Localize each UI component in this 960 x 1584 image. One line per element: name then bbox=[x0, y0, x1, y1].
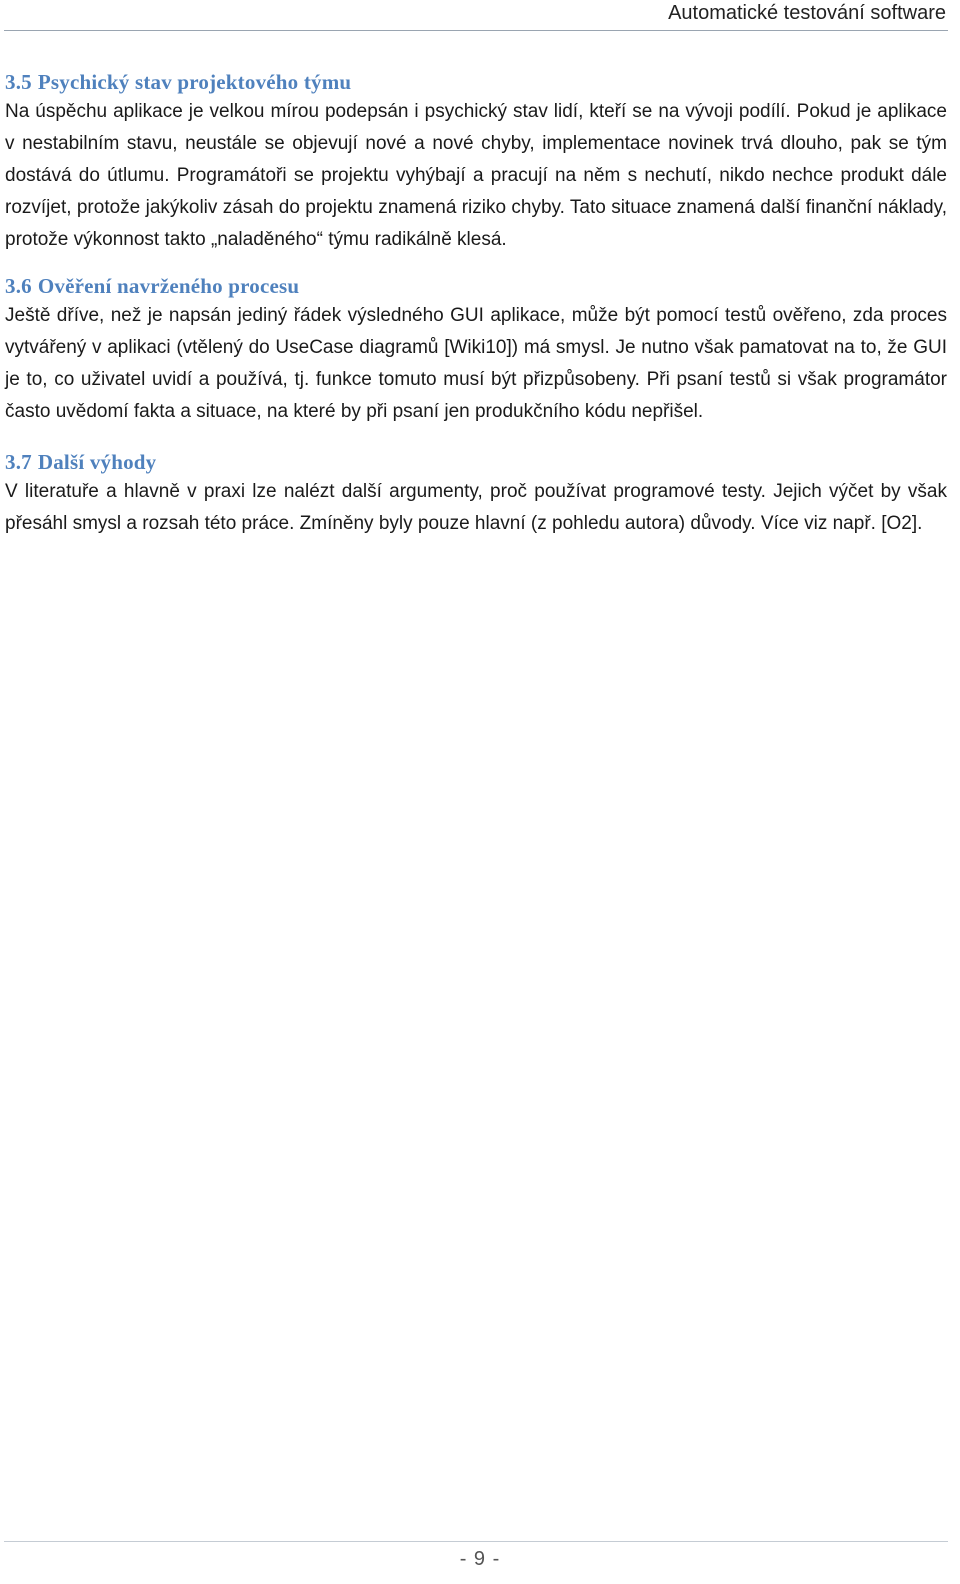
page-number: - 9 - bbox=[459, 1548, 501, 1570]
section-title: Psychický stav projektového týmu bbox=[37, 70, 352, 94]
section-paragraph: Na úspěchu aplikace je velkou mírou podepsán i psychický stav lidí, kteří se na vývoji podílí. Pokud je aplikace v nestabilním stavu, neustále se objevují nové a nové chyby, implementace novinek trvá dlouho, pak se tým dostává do útlumu. Programátoři se projektu vyhýbají a pracují na něm s nechutí, nikdo nechce produkt dále rozvíjet, protože jakýkoliv zásah do projektu znamená riziko chyby. Tato situace znamená další finanční náklady, protože výkonnost takto „naladěného“ týmu radikálně klesá. bbox=[5, 101, 947, 250]
section-number: 3.6 bbox=[5, 274, 32, 298]
section-heading-3-6 bbox=[5, 272, 947, 300]
section-number: 3.7 bbox=[5, 450, 32, 474]
section-number: 3.5 bbox=[5, 70, 32, 94]
section-paragraph: Ještě dříve, než je napsán jediný řádek výsledného GUI aplikace, může být pomocí testů ověřeno, zda proces vytvářený v aplikaci (vtělený do UseCase diagramů [Wiki10]) má smysl. Je nutno však pamatovat na to, že GUI je to, co uživatel uvidí a používá, tj. funkce tomuto musí být přizpůsobeny. Při psaní testů si však programátor často uvědomí fakta a situace, na které by při psaní jen produkčního kódu nepřišel. bbox=[5, 305, 947, 422]
running-header: Automatické testování software bbox=[668, 2, 946, 24]
section-title: Ověření navrženého procesu bbox=[37, 274, 300, 298]
section-paragraph: V literatuře a hlavně v praxi lze nalézt další argumenty, proč používat programové testy. Jejich výčet by však přesáhl smysl a rozsah této práce. Zmíněny byly pouze hlavní (z pohledu autora) důvody. Více viz např. [O2]. bbox=[5, 481, 947, 534]
section-title: Další výhody bbox=[37, 450, 157, 474]
section-heading-3-5 bbox=[5, 68, 947, 96]
header-divider bbox=[4, 30, 948, 31]
section-heading-3-7 bbox=[5, 448, 947, 476]
page-body bbox=[5, 68, 947, 540]
footer-divider bbox=[4, 1541, 948, 1542]
